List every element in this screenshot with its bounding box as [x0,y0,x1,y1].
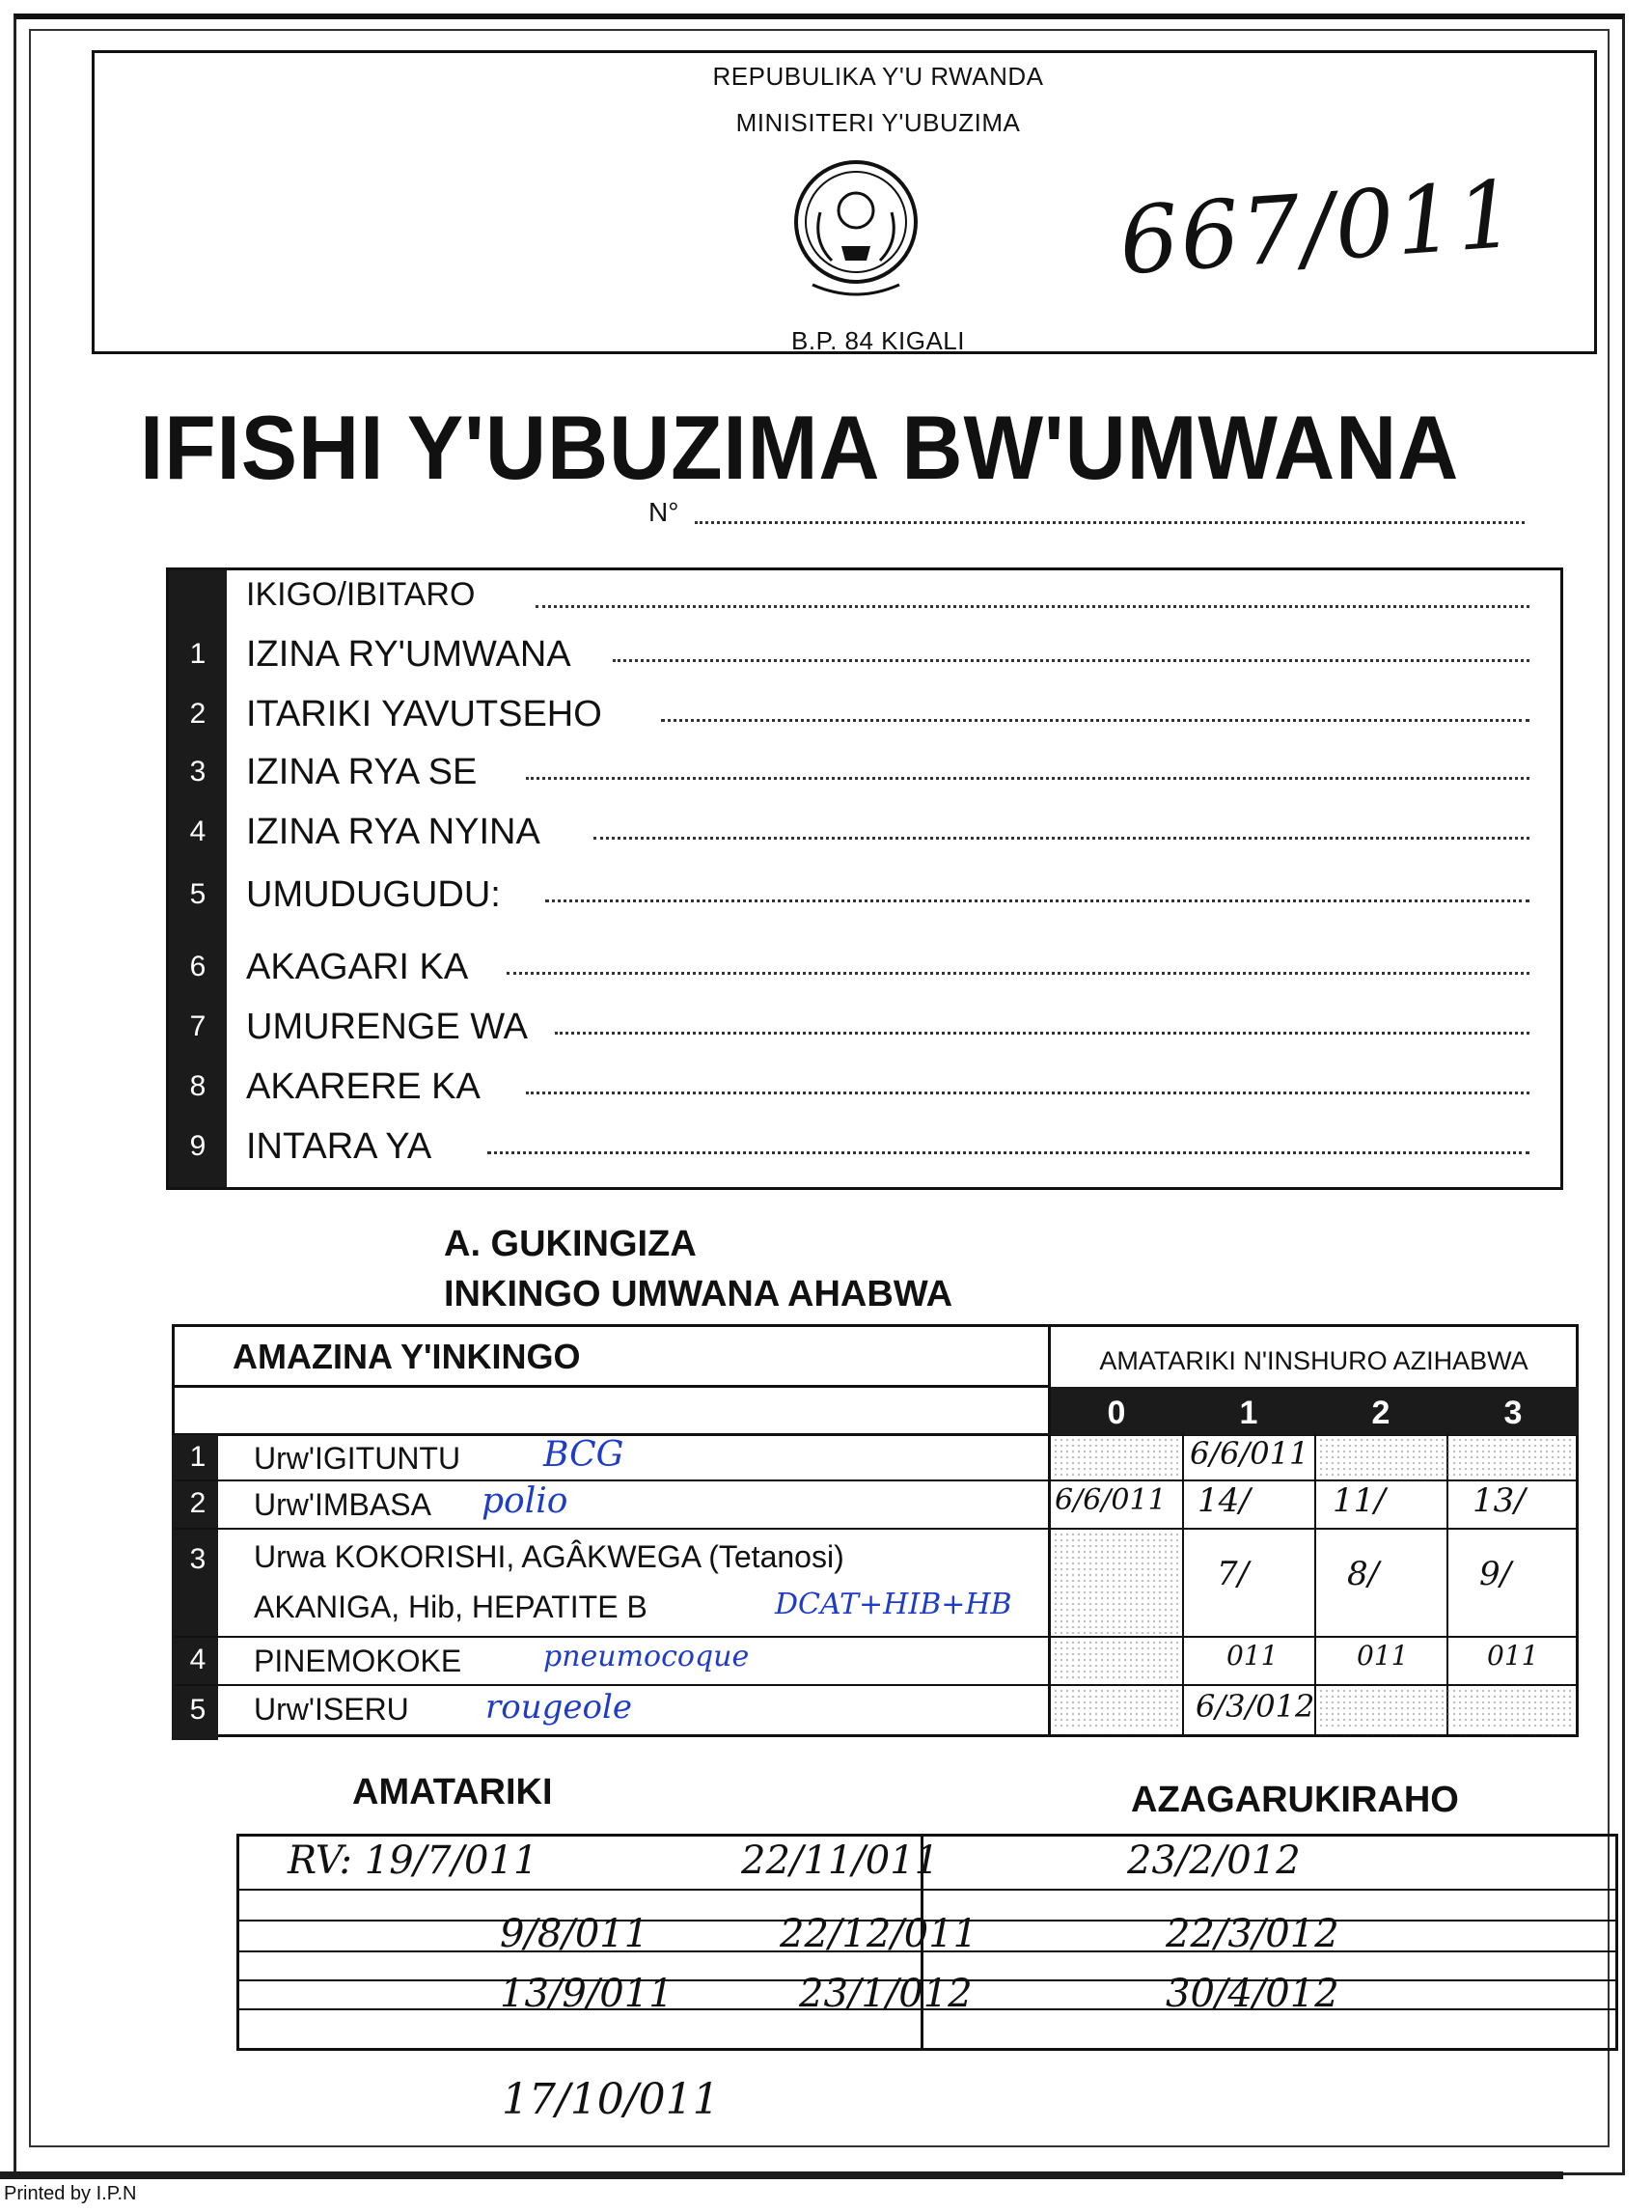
table-divider [1182,1433,1184,1734]
info-num: 1 [189,638,206,670]
info-label: ITARIKI YAVUTSEHO [246,694,602,734]
info-row-1 [169,624,1558,682]
info-row-3 [169,742,1558,800]
info-label: UMUDUGUDU: [246,874,501,915]
handwritten-file-number: 667/011 [1115,159,1522,296]
info-label: AKARERE KA [246,1066,481,1107]
vaccine-row-num: 3 [189,1543,206,1575]
birth-date-field[interactable] [661,719,1529,722]
vaccine-name-line2: AKANIGA, Hib, HEPATITE B [254,1590,647,1624]
return-date[interactable]: 22/3/012 [1166,1912,1339,1956]
father-name-field[interactable] [526,777,1529,780]
section-a-title: A. GUKINGIZA [444,1224,697,1264]
vaccine-name: Urw'ISERU [254,1692,409,1727]
vaccine-row-num: 4 [189,1644,206,1675]
info-label: IZINA RYA NYINA [246,812,540,852]
shaded-cell [1053,1688,1178,1730]
shaded-cell [1053,1640,1178,1682]
dose-number-bar [1051,1387,1579,1435]
dates-header: AMATARIKI N'INSHURO AZIHABWA [1099,1346,1528,1375]
return-dates-title: AMATARIKI [352,1772,553,1812]
section-a-subtitle: INKINGO UMWANA AHABWA [444,1274,953,1314]
return-date[interactable]: 13/9/011 [500,1972,674,2016]
shaded-cell [1318,1437,1574,1478]
vaccine-dose-date[interactable]: 011 [1357,1640,1409,1672]
info-row-header [169,570,1558,628]
number-label: N° [648,497,679,527]
vaccine-row-num: 2 [189,1487,206,1519]
dose-1: 1 [1239,1395,1258,1431]
vaccine-row-num: 1 [189,1441,206,1473]
vaccine-dose-date[interactable]: 7/ [1217,1555,1250,1593]
info-label: AKAGARI KA [246,947,469,987]
vaccine-dose-date[interactable]: 14/ [1198,1481,1251,1520]
return-date[interactable]: 22/12/011 [780,1912,978,1956]
child-info-box [166,567,1563,1190]
info-label: INTARA YA [246,1126,432,1167]
dose-2: 2 [1371,1395,1390,1431]
info-label: UMURENGE WA [246,1007,529,1047]
vaccine-dose-date[interactable]: 9/ [1479,1555,1512,1593]
province-field[interactable] [487,1151,1529,1154]
republic-name: REPUBULIKA Y'U RWANDA [712,62,1044,91]
info-row-9 [169,1117,1558,1175]
ministry-name: MINISITERI Y'UBUZIMA [735,108,1021,137]
vaccine-dose-date[interactable]: 011 [1487,1640,1539,1672]
vaccination-table [172,1324,1579,1737]
info-num: 6 [189,951,206,982]
vaccine-name: Urwa KOKORISHI, AGÂKWEGA (Tetanosi) [254,1539,844,1574]
vaccine-handwritten-name: polio [482,1481,568,1521]
footer-bar [0,2171,1563,2179]
vaccine-dose-date[interactable]: 6/3/012 [1196,1688,1315,1725]
info-row-8 [169,1057,1558,1115]
return-date[interactable]: 9/8/011 [500,1912,649,1956]
mother-name-field[interactable] [593,837,1529,840]
info-row-4 [169,802,1558,860]
national-seal-icon [784,154,928,314]
shaded-cell [1053,1532,1178,1634]
return-date[interactable]: 23/1/012 [799,1972,973,2016]
vaccine-handwritten-name: DCAT+HIB+HB [775,1588,1012,1621]
info-num: 8 [189,1070,206,1102]
vaccine-dose-date[interactable]: 13/ [1473,1481,1526,1520]
info-row-2 [169,684,1558,742]
vaccine-dose-date[interactable]: 6/6/011 [1055,1483,1167,1517]
village-field[interactable] [545,899,1529,902]
info-row-7 [169,997,1558,1055]
return-dates-table [236,1834,1618,2051]
shaded-cell [1053,1437,1178,1478]
info-row-6 [169,937,1558,995]
info-row-5 [169,865,1558,923]
info-num: 5 [189,878,206,910]
vaccine-handwritten-name: BCG [543,1435,624,1475]
table-divider [175,1636,1579,1638]
vaccine-names-header: AMAZINA Y'INKINGO [233,1337,581,1376]
printer-credit: Printed by I.P.N [4,2183,137,2204]
info-num: 4 [189,816,206,847]
info-num: 7 [189,1010,206,1042]
info-num: 3 [189,756,206,788]
vaccine-dose-date[interactable]: 011 [1226,1640,1279,1672]
dose-3: 3 [1503,1395,1523,1431]
vaccine-name: Urw'IMBASA [254,1487,431,1522]
postal-address: B.P. 84 KIGALI [791,326,965,355]
number-field[interactable] [695,521,1525,524]
shaded-cell [1318,1688,1574,1730]
extra-return-date[interactable]: 17/10/011 [502,2075,720,2124]
vaccine-row-num: 5 [189,1694,206,1726]
info-num: 2 [189,698,206,730]
page-title: IFISHI Y'UBUZIMA BW'UMWANA [140,397,1460,498]
return-date[interactable]: 22/11/011 [741,1839,940,1883]
table-divider [175,1528,1579,1530]
cell-field[interactable] [507,972,1529,975]
district-field[interactable] [526,1092,1529,1094]
vaccine-dose-date[interactable]: 11/ [1333,1481,1386,1520]
vaccine-handwritten-name: pneumocoque [543,1640,750,1673]
return-date[interactable]: 30/4/012 [1166,1972,1339,2016]
return-dates-title-right: AZAGARUKIRAHO [1131,1780,1459,1820]
vaccine-dose-date[interactable]: 8/ [1347,1555,1380,1593]
info-header-label: IKIGO/IBITARO [246,576,476,613]
return-date[interactable]: RV: 19/7/011 [288,1839,538,1883]
table-divider [239,1889,1615,1891]
sector-field[interactable] [555,1032,1529,1035]
vaccine-handwritten-name: rougeole [485,1688,632,1727]
institution-field[interactable] [536,605,1529,608]
table-divider [175,1385,1048,1388]
dose-0: 0 [1107,1395,1126,1431]
table-divider [175,1684,1579,1686]
info-num: 9 [189,1130,206,1162]
child-name-field[interactable] [613,659,1529,662]
info-label: IZINA RYA SE [246,752,478,792]
info-label: IZINA RY'UMWANA [246,634,571,675]
vaccine-dose-date[interactable]: 6/6/011 [1190,1435,1309,1472]
return-date[interactable]: 23/2/012 [1127,1839,1301,1883]
vaccine-name: Urw'IGITUNTU [254,1441,461,1476]
vaccine-name: PINEMOKOKE [254,1644,462,1678]
